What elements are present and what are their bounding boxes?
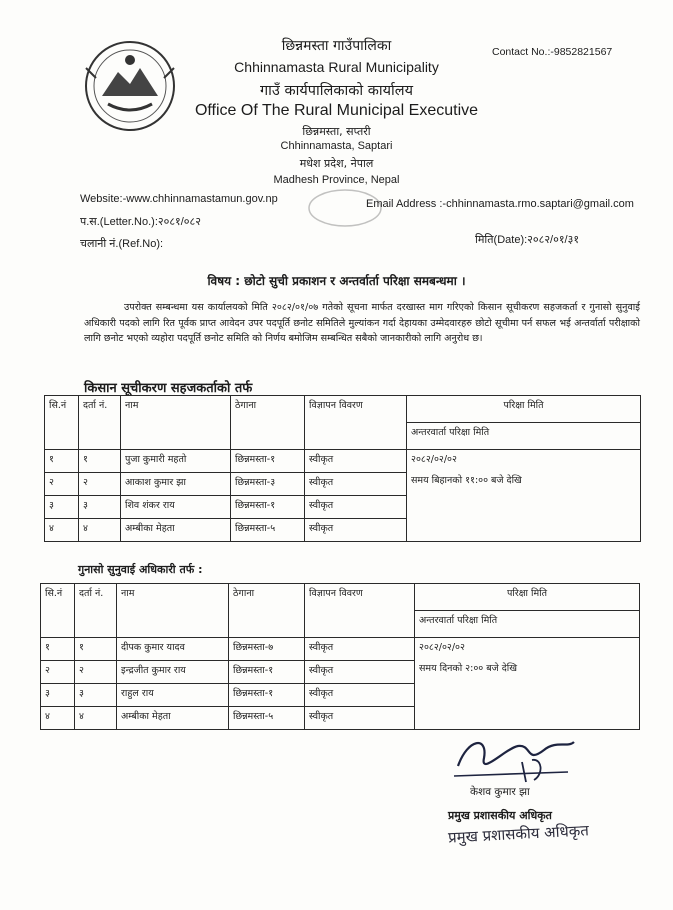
cell-reg: ४	[75, 707, 117, 730]
signatory-title: प्रमुख प्रशासकीय अधिकृत	[448, 809, 552, 822]
candidates-table-2	[40, 583, 640, 730]
signature-icon	[448, 718, 588, 788]
col-name: नाम	[121, 396, 231, 450]
table-row	[45, 450, 641, 473]
exam-schedule-cell	[407, 450, 641, 542]
cell-status: स्वीकृत	[305, 707, 415, 730]
section1-title: किसान सूचीकरण सहजकर्ताको तर्फ	[84, 381, 253, 396]
table-row	[41, 638, 640, 661]
col-name: नाम	[117, 584, 229, 638]
address-line1-en: Chhinnamasta, Saptari	[280, 140, 393, 152]
cell-address: छिन्नमस्ता-७	[229, 638, 305, 661]
address-line2-en: Madhesh Province, Nepal	[273, 174, 400, 186]
org-name-np: छिन्नमस्ता गाउँपालिका	[281, 38, 392, 54]
col-exam-date: परिक्षा मिति	[407, 396, 641, 423]
cell-sn: २	[45, 473, 79, 496]
cell-sn: ३	[45, 496, 79, 519]
cell-address: छिन्नमस्ता-५	[229, 707, 305, 730]
section2-title: गुनासो सुनुवाई अधिकारी तर्फ :	[78, 563, 203, 576]
designation-stamp: प्रमुख प्रशासकीय अधिकृत	[447, 821, 590, 847]
exam-date-value: २०८२/०२/०२	[411, 454, 457, 465]
cell-address: छिन्नमस्ता-१	[229, 684, 305, 707]
office-name-en: Office Of The Rural Municipal Executive	[194, 102, 479, 119]
cell-reg: ४	[79, 519, 121, 542]
col-address: ठेगाना	[231, 396, 305, 450]
col-advert: विज्ञापन विवरण	[305, 396, 407, 450]
cell-sn: ३	[41, 684, 75, 707]
cell-reg: १	[79, 450, 121, 473]
address-line2-np: मधेश प्रदेश, नेपाल	[299, 157, 374, 170]
candidates-table-1	[44, 395, 641, 542]
cell-status: स्वीकृत	[305, 661, 415, 684]
org-name-en: Chhinnamasta Rural Municipality	[234, 59, 439, 75]
col-sn: सि.नं	[41, 584, 75, 638]
reference-number: चलानी नं.(Ref.No):	[80, 238, 164, 250]
col-reg: दर्ता नं.	[79, 396, 121, 450]
cell-status: स्वीकृत	[305, 684, 415, 707]
cell-sn: १	[45, 450, 79, 473]
cell-name: अम्बीका मेहता	[117, 707, 229, 730]
cell-sn: २	[41, 661, 75, 684]
cell-status: स्वीकृत	[305, 496, 407, 519]
cell-name: शिव शंकर राय	[121, 496, 231, 519]
cell-name: दीपक कुमार यादव	[117, 638, 229, 661]
cell-status: स्वीकृत	[305, 450, 407, 473]
cell-reg: ३	[75, 684, 117, 707]
document-date: मिति(Date):२०८२/०१/३१	[475, 234, 580, 246]
website: Website:-www.chhinnamastamun.gov.np	[80, 193, 278, 205]
cell-sn: ४	[41, 707, 75, 730]
col-interview-date: अन्तरवार्ता परिक्षा मिति	[415, 611, 640, 638]
letter-number: प.स.(Letter.No.):२०८१/०८२	[80, 216, 201, 228]
col-sn: सि.नं	[45, 396, 79, 450]
office-name-np: गाउँ कार्यपालिकाको कार्यालय	[259, 83, 414, 99]
cell-name: आकाश कुमार झा	[121, 473, 231, 496]
email-address: Email Address :-chhinnamasta.rmo.saptari@gmail.com	[366, 198, 634, 210]
col-address: ठेगाना	[229, 584, 305, 638]
col-exam-date: परिक्षा मिति	[415, 584, 640, 611]
contact-number: Contact No.:-9852821567	[492, 46, 613, 58]
cell-name: राहुल राय	[117, 684, 229, 707]
exam-time-value: समय दिनको २:०० बजे देखि	[419, 663, 517, 674]
cell-name: पुजा कुमारी महतो	[121, 450, 231, 473]
cell-status: स्वीकृत	[305, 473, 407, 496]
exam-schedule-cell	[415, 638, 640, 730]
col-interview-date: अन्तरवार्ता परिक्षा मिति	[407, 423, 641, 450]
cell-address: छिन्नमस्ता-३	[231, 473, 305, 496]
cell-name: अम्बीका मेहता	[121, 519, 231, 542]
cell-reg: २	[75, 661, 117, 684]
exam-date-value: २०८२/०२/०२	[419, 642, 465, 653]
signatory-name: केशव कुमार झा	[470, 786, 530, 798]
cell-status: स्वीकृत	[305, 519, 407, 542]
cell-address: छिन्नमस्ता-५	[231, 519, 305, 542]
exam-time-value: समय बिहानको ११:०० बजे देखि	[411, 475, 522, 486]
cell-sn: ४	[45, 519, 79, 542]
cell-reg: १	[75, 638, 117, 661]
notice-paragraph: उपरोक्त सम्बन्धमा यस कार्यालयको मिति २०८२/०१/०७ गतेको सूचना मार्फत दरखास्त माग गरिएको किसान सूचीकरण सहजकर्ता र गुनासो सुनुवाई अधिकारी पदको लागि रित पूर्वक प्राप्त आवेदन उपर पदपूर्ति छनोट समितिले मुल्यांकन गर्दा देहायका उम्मेदवारहरु छोटो सूचीमा पर्न सफल भई अन्तर्वार्ता परीक्षाको लागि छनोट भएको व्यहोरा पदपूर्ति छनोट समिति को निर्णय बमोजिम सम्बन्धित सबैको जानकारीको लागि अनुरोध छ।	[84, 302, 640, 344]
cell-name: इन्द्रजीत कुमार राय	[117, 661, 229, 684]
col-reg: दर्ता नं.	[75, 584, 117, 638]
cell-address: छिन्नमस्ता-१	[229, 661, 305, 684]
cell-address: छिन्नमस्ता-१	[231, 496, 305, 519]
cell-reg: ३	[79, 496, 121, 519]
address-line1-np: छिन्नमस्ता, सप्तरी	[302, 125, 371, 138]
notice-body	[84, 300, 640, 347]
subject-line: विषय : छोटो सुची प्रकाशन र अन्तर्वार्ता परिक्षा समबन्धमा ।	[207, 274, 466, 288]
cell-address: छिन्नमस्ता-१	[231, 450, 305, 473]
cell-sn: १	[41, 638, 75, 661]
cell-status: स्वीकृत	[305, 638, 415, 661]
cell-reg: २	[79, 473, 121, 496]
col-advert: विज्ञापन विवरण	[305, 584, 415, 638]
